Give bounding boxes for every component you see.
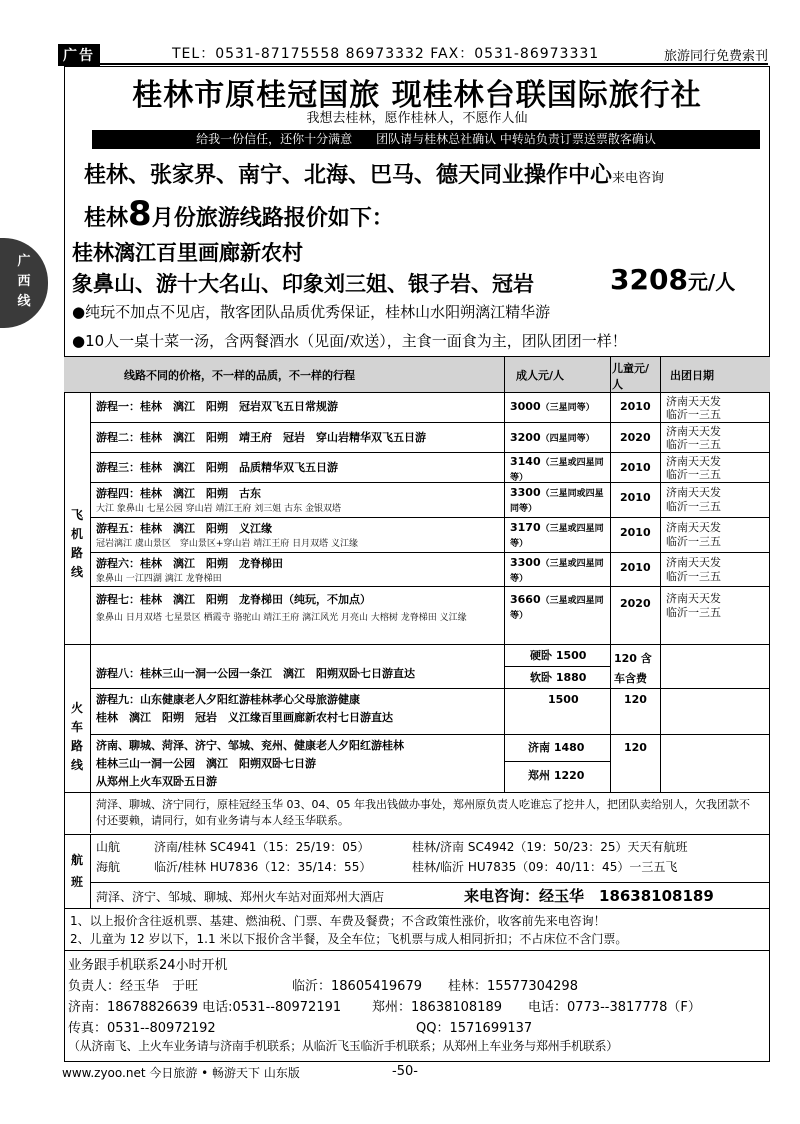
ad-tag: 广告 bbox=[58, 44, 100, 66]
free-request: 旅游同行免费索刊 bbox=[663, 49, 768, 64]
table-row bbox=[90, 734, 770, 792]
child-price: 2010 bbox=[620, 526, 651, 539]
date1: 济南天天发 bbox=[666, 425, 721, 438]
cat-char: 车 bbox=[70, 720, 83, 734]
date2: 临沂一三五 bbox=[666, 570, 721, 583]
cat-char: 线 bbox=[70, 758, 83, 772]
table-header bbox=[64, 356, 770, 393]
adult-price bbox=[510, 556, 606, 586]
contact-line: （从济南飞、上火车业务请与济南手机联系；从临沂飞玉临沂手机联系；从郑州上车业务与郑州手机联系） bbox=[68, 1039, 618, 1053]
flight-back: 桂林/临沂 HU7835（09：40/11：45）一三五飞 bbox=[412, 860, 678, 874]
date2: 临沂一三五 bbox=[666, 535, 721, 548]
feature-bullet: ●纯玩不加点不见店，散客团队品质优秀保证，桂林山水阳朔漓江精华游 bbox=[72, 303, 551, 321]
table-row bbox=[90, 586, 770, 644]
cat-char: 机 bbox=[70, 527, 83, 541]
table-row bbox=[90, 482, 770, 517]
adult-price: 郑州 1220 bbox=[528, 769, 585, 782]
feature-bullet: ●10人一桌十菜一汤，含两餐酒水（见面/欢送），主食一面食为主，团队团团一样！ bbox=[72, 332, 627, 350]
aug-post: 月份旅游线路报价如下： bbox=[151, 206, 394, 231]
contact-line: 业务跟手机联系24小时开机 bbox=[68, 958, 228, 973]
august-heading bbox=[84, 194, 394, 234]
adult-note: （三星或四星同等） bbox=[510, 596, 604, 621]
adult-price bbox=[510, 486, 606, 516]
flight-back: 桂林/济南 SC4942（19：50/23：25）天天有航班 bbox=[412, 840, 688, 854]
tab-char: 西 bbox=[17, 274, 31, 289]
adult-price bbox=[510, 455, 606, 485]
header-adult: 成人元/人 bbox=[516, 369, 565, 382]
adult-price bbox=[510, 431, 595, 446]
route-name: 游程二：桂林 漓江 阳朔 靖王府 冠岩 穿山岩精华双飞五日游 bbox=[96, 431, 426, 444]
date2: 临沂一三五 bbox=[666, 408, 721, 421]
date2: 临沂一三五 bbox=[666, 606, 721, 619]
feature-sights: 象鼻山、游十大名山、印象刘三姐、银子岩、冠岩 bbox=[72, 272, 534, 296]
sub-line bbox=[504, 761, 610, 762]
child-price: 120 bbox=[624, 741, 647, 754]
table-row bbox=[90, 393, 770, 422]
route-name: 游程九：山东健康老人夕阳红游桂林孝心父母旅游健康 bbox=[96, 693, 360, 706]
feature-title: 桂林漓江百里画廊新农村 bbox=[72, 241, 303, 265]
hub-line bbox=[84, 158, 664, 189]
cat-char: 线 bbox=[70, 565, 83, 579]
route-name: 游程八：桂林三山一洞一公园一条江 漓江 阳朔双卧七日游直达 bbox=[96, 667, 415, 680]
price-value: 3208 bbox=[610, 263, 688, 296]
hotline-row bbox=[90, 882, 770, 908]
hotline: 来电咨询：经玉华 18638108189 bbox=[464, 887, 714, 905]
table-row bbox=[90, 552, 770, 586]
route-sub: 象鼻山 日月双塔 七星景区 栖霞寺 骆驼山 靖江王府 漓江风光 月亮山 大榕树 龙脊梯田 义江缘 bbox=[96, 613, 467, 623]
date2: 临沂一三五 bbox=[666, 500, 721, 513]
adult-price bbox=[510, 521, 606, 551]
adult-note: （四星同等） bbox=[540, 434, 595, 444]
child-price: 2010 bbox=[620, 561, 651, 574]
adult-price bbox=[510, 400, 595, 415]
aug-num: 8 bbox=[128, 194, 152, 234]
page-number: -50- bbox=[392, 1064, 418, 1079]
train-category bbox=[69, 699, 85, 775]
adult-value: 3300 bbox=[510, 556, 541, 569]
child-price: 2020 bbox=[620, 597, 651, 610]
air-category bbox=[69, 506, 85, 582]
child-price: 120 含车含费 bbox=[614, 652, 652, 685]
adult-value: 3000 bbox=[510, 400, 541, 413]
aug-pre: 桂林 bbox=[84, 206, 129, 231]
adult-value: 3300 bbox=[510, 486, 541, 499]
child-price: 120 bbox=[624, 693, 647, 706]
table-row bbox=[90, 688, 770, 734]
contact-line: 郑州：18638108189 电话：0773--3817778（F） bbox=[372, 1000, 701, 1015]
term-2: 2、儿童为 12 岁以下，1.1 米以下报价含半餐，及全车位；飞机票与成人相同折扣；不占床位不含门票。 bbox=[70, 932, 628, 946]
adult-value: 3170 bbox=[510, 521, 541, 534]
route-name: 游程一：桂林 漓江 阳朔 冠岩双飞五日常规游 bbox=[96, 400, 338, 413]
cat-char: 飞 bbox=[70, 508, 83, 522]
notice-text: 菏泽、聊城、济宁同行，原桂冠经玉华 03、04、05 年我出钱做办事处，郑州原负责人吃谁忘了挖井人，把团队卖给别人，欠我团款不付还要赖，请同行，如有业务请与本人经玉华联系。 bbox=[96, 798, 750, 827]
adult-note: （三星或四星同等） bbox=[510, 524, 604, 549]
route-name: 游程五：桂林 漓江 阳朔 义江缘 bbox=[96, 522, 272, 535]
table-row bbox=[90, 644, 770, 688]
child-price: 2010 bbox=[620, 400, 651, 413]
price-unit: 元/人 bbox=[687, 270, 736, 294]
feature-price bbox=[610, 263, 735, 296]
header-child: 儿童元/人 bbox=[612, 362, 650, 391]
flight-category bbox=[69, 849, 85, 893]
sleeper-soft: 软卧 1880 bbox=[530, 671, 587, 684]
page-title: 桂林市原桂冠国旅 现桂林台联国际旅行社 bbox=[132, 78, 702, 113]
terms-row bbox=[64, 908, 770, 950]
contact-section bbox=[64, 950, 770, 1060]
cat-char: 航 bbox=[70, 853, 83, 867]
date1: 济南天天发 bbox=[666, 556, 721, 569]
cat-char: 班 bbox=[70, 875, 83, 889]
date1: 济南天天发 bbox=[666, 521, 721, 534]
table-row bbox=[90, 422, 770, 452]
route-sub: 从郑州上火车双卧五日游 bbox=[96, 775, 217, 788]
contact-line: QQ：1571699137 bbox=[416, 1021, 533, 1036]
cat-char: 火 bbox=[70, 701, 83, 715]
table-row bbox=[90, 452, 770, 482]
sleeper-hard: 硬卧 1500 bbox=[530, 649, 587, 662]
tab-char: 线 bbox=[17, 294, 31, 309]
cat-char: 路 bbox=[70, 739, 83, 753]
date1: 济南天天发 bbox=[666, 395, 721, 408]
tab-char: 广 bbox=[17, 254, 31, 269]
adult-value: 3660 bbox=[510, 593, 541, 606]
flight-out: 济南/桂林 SC4941（15：25/19：05） bbox=[154, 840, 370, 854]
adult-value: 3200 bbox=[510, 431, 541, 444]
adult-price bbox=[510, 593, 606, 623]
hub-text: 桂林、张家界、南宁、北海、巴马、德天同业操作中心 bbox=[84, 163, 613, 188]
route-sub: 象鼻山 一江四湖 漓江 龙脊梯田 bbox=[96, 574, 222, 584]
site-footer: www.zyoo.net 今日旅游 • 畅游天下 山东版 bbox=[62, 1066, 300, 1080]
table-row bbox=[90, 517, 770, 552]
route-name: 济南、聊城、菏泽、济宁、邹城、兖州、健康老人夕阳红游桂林 bbox=[96, 739, 404, 752]
zhengzhou-hotel: 菏泽、济宁、邹城、聊城、郑州火车站对面郑州大酒店 bbox=[96, 890, 385, 904]
adult-price: 1500 bbox=[548, 693, 579, 706]
route-sub: 大江 象鼻山 七星公园 穿山岩 靖江王府 刘三姐 古东 金银双塔 bbox=[96, 504, 342, 514]
contact-line: 临沂：18605419679 桂林：15577304298 bbox=[292, 979, 578, 994]
flight-out: 临沂/桂林 HU7836（12：35/14：55） bbox=[154, 860, 372, 874]
child-price: 2020 bbox=[620, 431, 651, 444]
sub-line bbox=[504, 666, 610, 667]
route-sub: 桂林三山一洞一公园 漓江 阳朔双卧七日游 bbox=[96, 757, 316, 770]
header-route: 线路不同的价格，不一样的品质，不一样的行程 bbox=[124, 369, 355, 382]
route-name: 游程六：桂林 漓江 阳朔 龙脊梯田 bbox=[96, 557, 283, 570]
trust-bar: 给我一份信任，还你十分满意 团队请与桂林总社确认 中转站负责订票送票散客确认 bbox=[92, 130, 760, 149]
date1: 济南天天发 bbox=[666, 455, 721, 468]
route-sub: 冠岩漓江 虞山景区 穿山景区+穿山岩 靖江王府 日月双塔 义江缘 bbox=[96, 539, 358, 549]
child-price: 2010 bbox=[620, 461, 651, 474]
hub-note: 来电咨询 bbox=[612, 171, 665, 186]
adult-note: （三星或四星同等） bbox=[510, 559, 604, 584]
slogan: 我想去桂林，愿作桂林人，不愿作人仙 bbox=[306, 111, 528, 126]
contact-line: 负责人：经玉华 于旺 bbox=[68, 979, 199, 994]
adult-value: 3140 bbox=[510, 455, 541, 468]
adult-price: 济南 1480 bbox=[528, 741, 585, 754]
airline: 海航 bbox=[96, 860, 121, 874]
contact-line: 传真：0531--80972192 bbox=[68, 1021, 216, 1036]
date1: 济南天天发 bbox=[666, 592, 721, 605]
route-sub: 桂林 漓江 阳朔 冠岩 义江缘百里画廊新农村七日游直达 bbox=[96, 711, 393, 724]
guangxi-tab bbox=[0, 238, 48, 328]
flight-row bbox=[64, 834, 770, 889]
top-divider bbox=[58, 63, 768, 65]
notice-row bbox=[64, 792, 770, 834]
route-name: 游程三：桂林 漓江 阳朔 品质精华双飞五日游 bbox=[96, 461, 338, 474]
child-price: 2010 bbox=[620, 491, 651, 504]
tel-fax: TEL：0531-87175558 86973332 FAX：0531-86973331 bbox=[172, 46, 600, 62]
airline: 山航 bbox=[96, 840, 121, 854]
route-table bbox=[64, 356, 770, 1056]
cat-char: 路 bbox=[70, 546, 83, 560]
header-date: 出团日期 bbox=[670, 369, 714, 382]
date2: 临沂一三五 bbox=[666, 438, 721, 451]
adult-note: （三星同或四星同等） bbox=[510, 489, 604, 514]
date1: 济南天天发 bbox=[666, 486, 721, 499]
adult-note: （三星或四星同等） bbox=[510, 458, 604, 483]
term-1: 1、以上报价含往返机票、基建、燃油税、门票、车费及餐费；不含政策性涨价，收客前先来电咨询！ bbox=[70, 914, 606, 928]
contact-line: 济南：18678826639 电话:0531--80972191 bbox=[68, 1000, 342, 1015]
route-name: 游程七：桂林 漓江 阳朔 龙脊梯田（纯玩，不加点） bbox=[96, 593, 371, 606]
adult-note: （三星同等） bbox=[540, 403, 595, 413]
date2: 临沂一三五 bbox=[666, 468, 721, 481]
route-name: 游程四：桂林 漓江 阳朔 古东 bbox=[96, 487, 261, 500]
